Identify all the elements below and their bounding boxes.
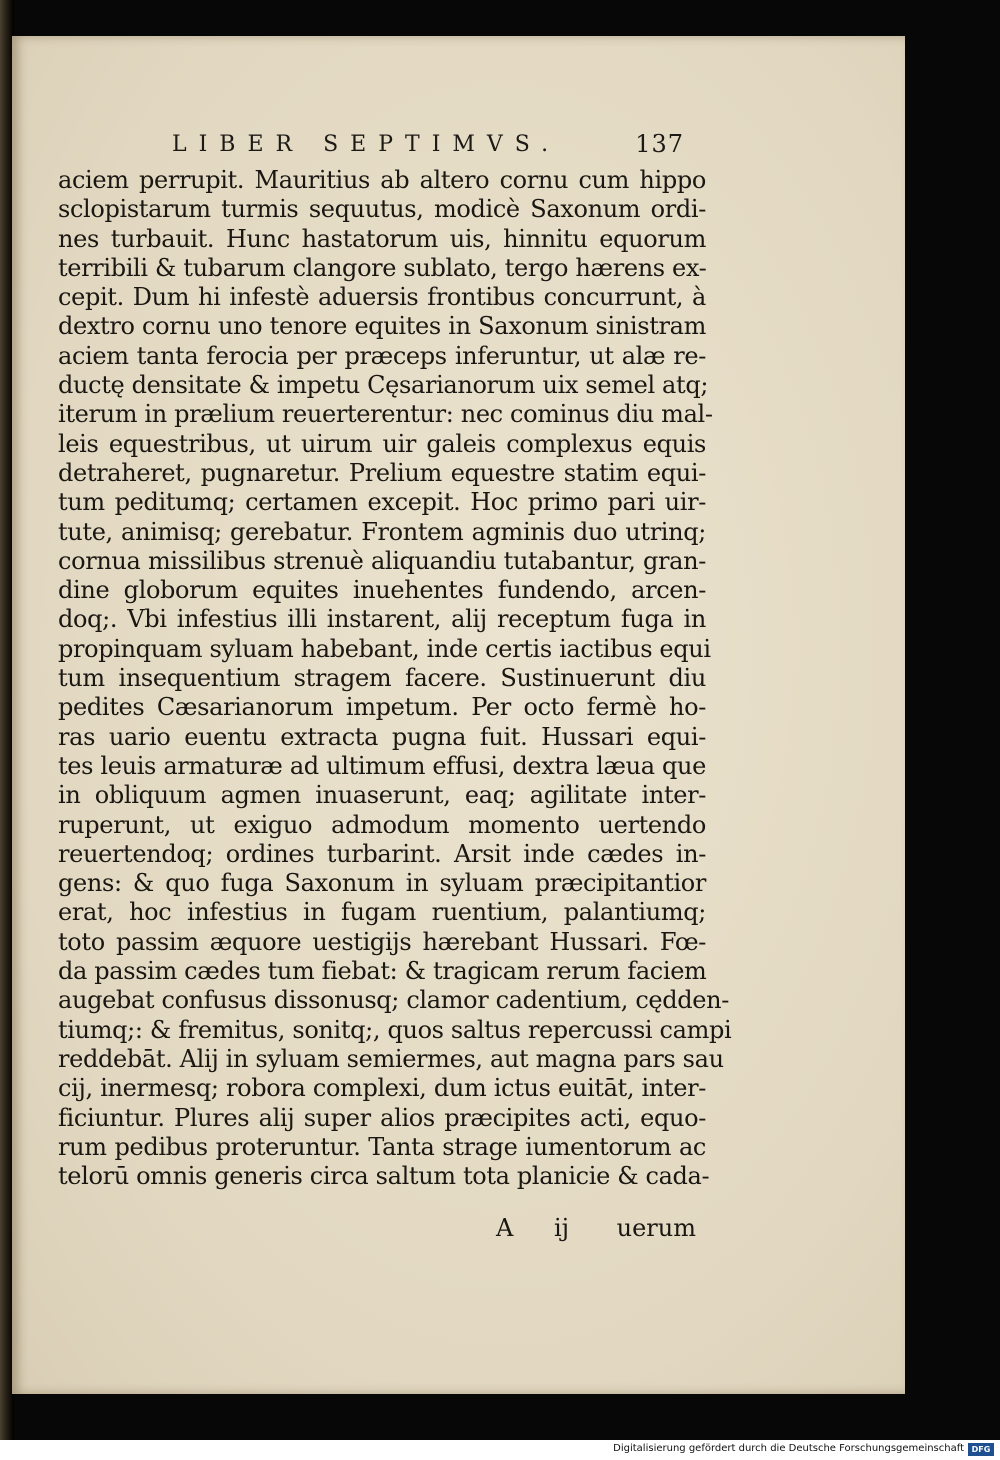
text-line: toto passim æquore uestigijs hærebant Hussari. Fœ-	[58, 927, 706, 956]
catch-line	[496, 1214, 696, 1244]
funding-credit: Digitalisierung gefördert durch die Deutsche Forschungsgemeinschaft	[613, 1443, 964, 1454]
text-line: tiumq;: & fremitus, sonitq;, quos saltus repercussi campi	[58, 1015, 732, 1044]
catchword: uerum	[616, 1214, 696, 1242]
text-line: dextro cornu uno tenore equites in Saxonum sinistram	[58, 312, 706, 341]
text-line: tute, animisq; gerebatur. Frontem agminis duo utrinq;	[58, 517, 706, 546]
signature-mark: A	[496, 1214, 514, 1242]
body-text	[58, 166, 732, 1191]
text-line: nes turbauit. Hunc hastatorum uis, hinnitu equorum	[58, 224, 706, 253]
text-line: detraheret, pugnaretur. Prelium equestre statim equi-	[58, 458, 706, 487]
footer-bar	[0, 1440, 1000, 1460]
running-title: LIBER SEPTIMVS.	[172, 132, 561, 157]
text-line: dine globorum equites inuehentes fundendo, arcen-	[58, 576, 706, 605]
text-line: reuertendoq; ordines turbarint. Arsit inde cædes in-	[58, 839, 706, 868]
text-line: reddebāt. Alij in syluam semiermes, aut magna pars sau	[58, 1044, 724, 1073]
text-line: cepit. Dum hi infestè aduersis frontibus concurrunt, à	[58, 283, 706, 312]
text-line: ficiuntur. Plures alij super alios præcipites acti, equo-	[58, 1103, 706, 1132]
text-line: leis equestribus, ut uirum uir galeis complexus equis	[58, 429, 706, 458]
text-line: aciem perrupit. Mauritius ab altero cornu cum hippo	[58, 166, 706, 194]
text-line: erat, hoc infestius in fugam ruentium, palantiumq;	[58, 898, 706, 927]
text-line: sclopistarum turmis sequutus, modicè Saxonum ordi-	[58, 195, 706, 224]
text-line: aciem tanta ferocia per præceps inferuntur, ut alæ re-	[58, 341, 706, 370]
text-line: ruperunt, ut exiguo admodum momento uertendo	[58, 810, 706, 839]
dfg-logo: DFG	[968, 1443, 994, 1456]
text-line: terribili & tubarum clangore sublato, tergo hærens ex-	[58, 253, 707, 282]
text-line: doq;. Vbi infestius illi instarent, alij receptum fuga in	[58, 605, 706, 634]
text-line: rum pedibus proteruntur. Tanta strage iumentorum ac	[58, 1132, 706, 1161]
text-line: da passim cædes tum fiebat: & tragicam rerum faciem	[58, 957, 707, 986]
text-line: augebat confusus dissonusq; clamor cadentium, cędden-	[58, 986, 730, 1015]
text-line: cij, inermesq; robora complexi, dum ictus euitāt, inter-	[58, 1074, 706, 1103]
text-line: in obliquum agmen inuaserunt, eaq; agilitate inter-	[58, 781, 706, 810]
signature-number: ij	[554, 1214, 570, 1242]
text-line: telorū omnis generis circa saltum tota planicie & cada-	[58, 1162, 710, 1191]
text-line: propinquam syluam habebant, inde certis iactibus equi	[58, 634, 711, 663]
text-line: pedites Cæsarianorum impetum. Per octo fermè ho-	[58, 693, 706, 722]
text-line: tum peditumq; certamen excepit. Hoc primo pari uir-	[58, 488, 706, 517]
running-head	[164, 132, 684, 166]
text-line: cornua missilibus strenuè aliquandiu tutabantur, gran-	[58, 546, 706, 575]
page-number: 137	[635, 130, 684, 158]
text-line: tes leuis armaturæ ad ultimum effusi, dextra læua que	[58, 751, 706, 780]
text-line: iterum in prælium reuerterentur: nec cominus diu mal-	[58, 400, 713, 429]
text-line: tum insequentium stragem facere. Sustinuerunt diu	[58, 664, 706, 693]
text-line: ductę densitate & impetu Cęsarianorum uix semel atq;	[58, 371, 709, 400]
text-line: gens: & quo fuga Saxonum in syluam præcipitantior	[58, 869, 706, 898]
text-line: ras uario euentu extracta pugna fuit. Hussari equi-	[58, 722, 706, 751]
